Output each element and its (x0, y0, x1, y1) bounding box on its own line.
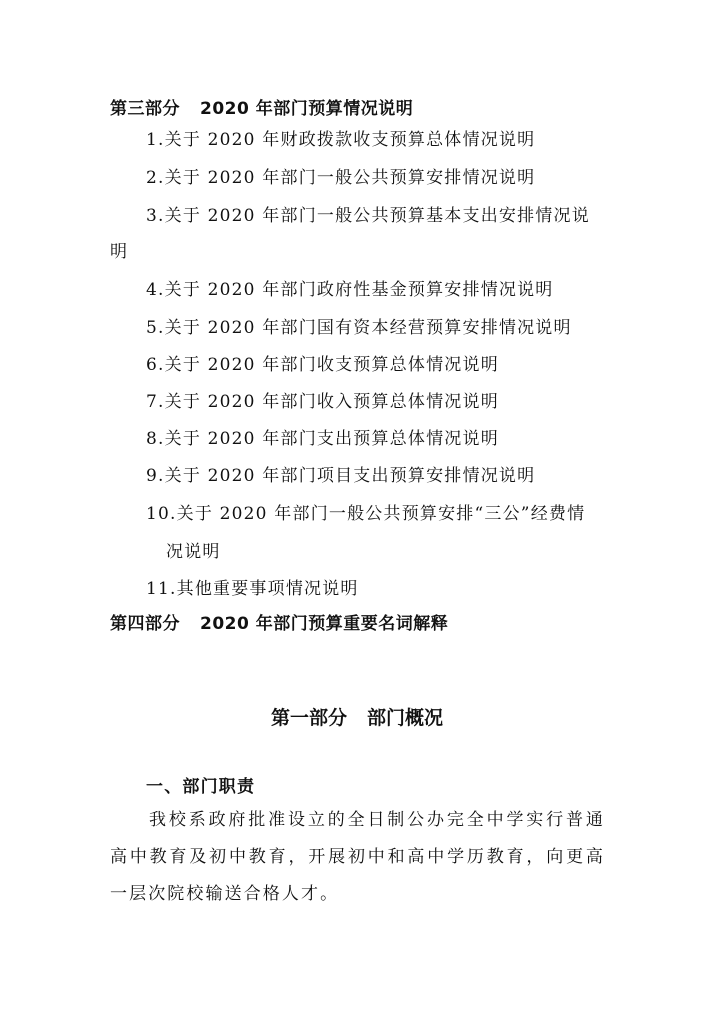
toc-item-2: 2.关于 2020 年部门一般公共预算安排情况说明 (146, 168, 536, 188)
toc-item-10: 10.关于 2020 年部门一般公共预算安排“三公”经费情 (146, 504, 586, 524)
part-label: 第三部分 (110, 99, 180, 119)
chapter-label: 第一部分 (270, 707, 347, 729)
toc-part4-heading (110, 609, 448, 634)
toc-item-3: 3.关于 2020 年部门一般公共预算基本支出安排情况说 (146, 206, 590, 226)
part-title: 2020 年部门预算重要名词解释 (200, 614, 449, 634)
toc-item-6: 6.关于 2020 年部门收支预算总体情况说明 (146, 355, 499, 375)
toc-item-8: 8.关于 2020 年部门支出预算总体情况说明 (146, 429, 499, 449)
chapter-title: 部门概况 (367, 707, 444, 729)
toc-item-7: 7.关于 2020 年部门收入预算总体情况说明 (146, 392, 499, 412)
toc-item-10-continuation: 况说明 (166, 542, 221, 562)
toc-item-3-continuation: 明 (110, 242, 129, 262)
chapter-heading (0, 703, 714, 730)
body-paragraph: 我校系政府批准设立的全日制公办完全中学实行普通高中教育及初中教育，开展初中和高中学历教育，向更高一层次院校输送合格人才。 (110, 810, 605, 904)
part-title: 2020 年部门预算情况说明 (200, 99, 414, 119)
toc-item-5: 5.关于 2020 年部门国有资本经营预算安排情况说明 (146, 318, 572, 338)
section-subheading: 一、部门职责 (146, 777, 256, 797)
toc-item-4: 4.关于 2020 年部门政府性基金预算安排情况说明 (146, 280, 554, 300)
toc-item-9: 9.关于 2020 年部门项目支出预算安排情况说明 (146, 466, 536, 486)
toc-item-1: 1.关于 2020 年财政拨款收支预算总体情况说明 (146, 130, 536, 150)
toc-part3-heading (110, 94, 413, 119)
toc-item-11: 11.其他重要事项情况说明 (146, 579, 359, 599)
part-label: 第四部分 (110, 614, 180, 634)
